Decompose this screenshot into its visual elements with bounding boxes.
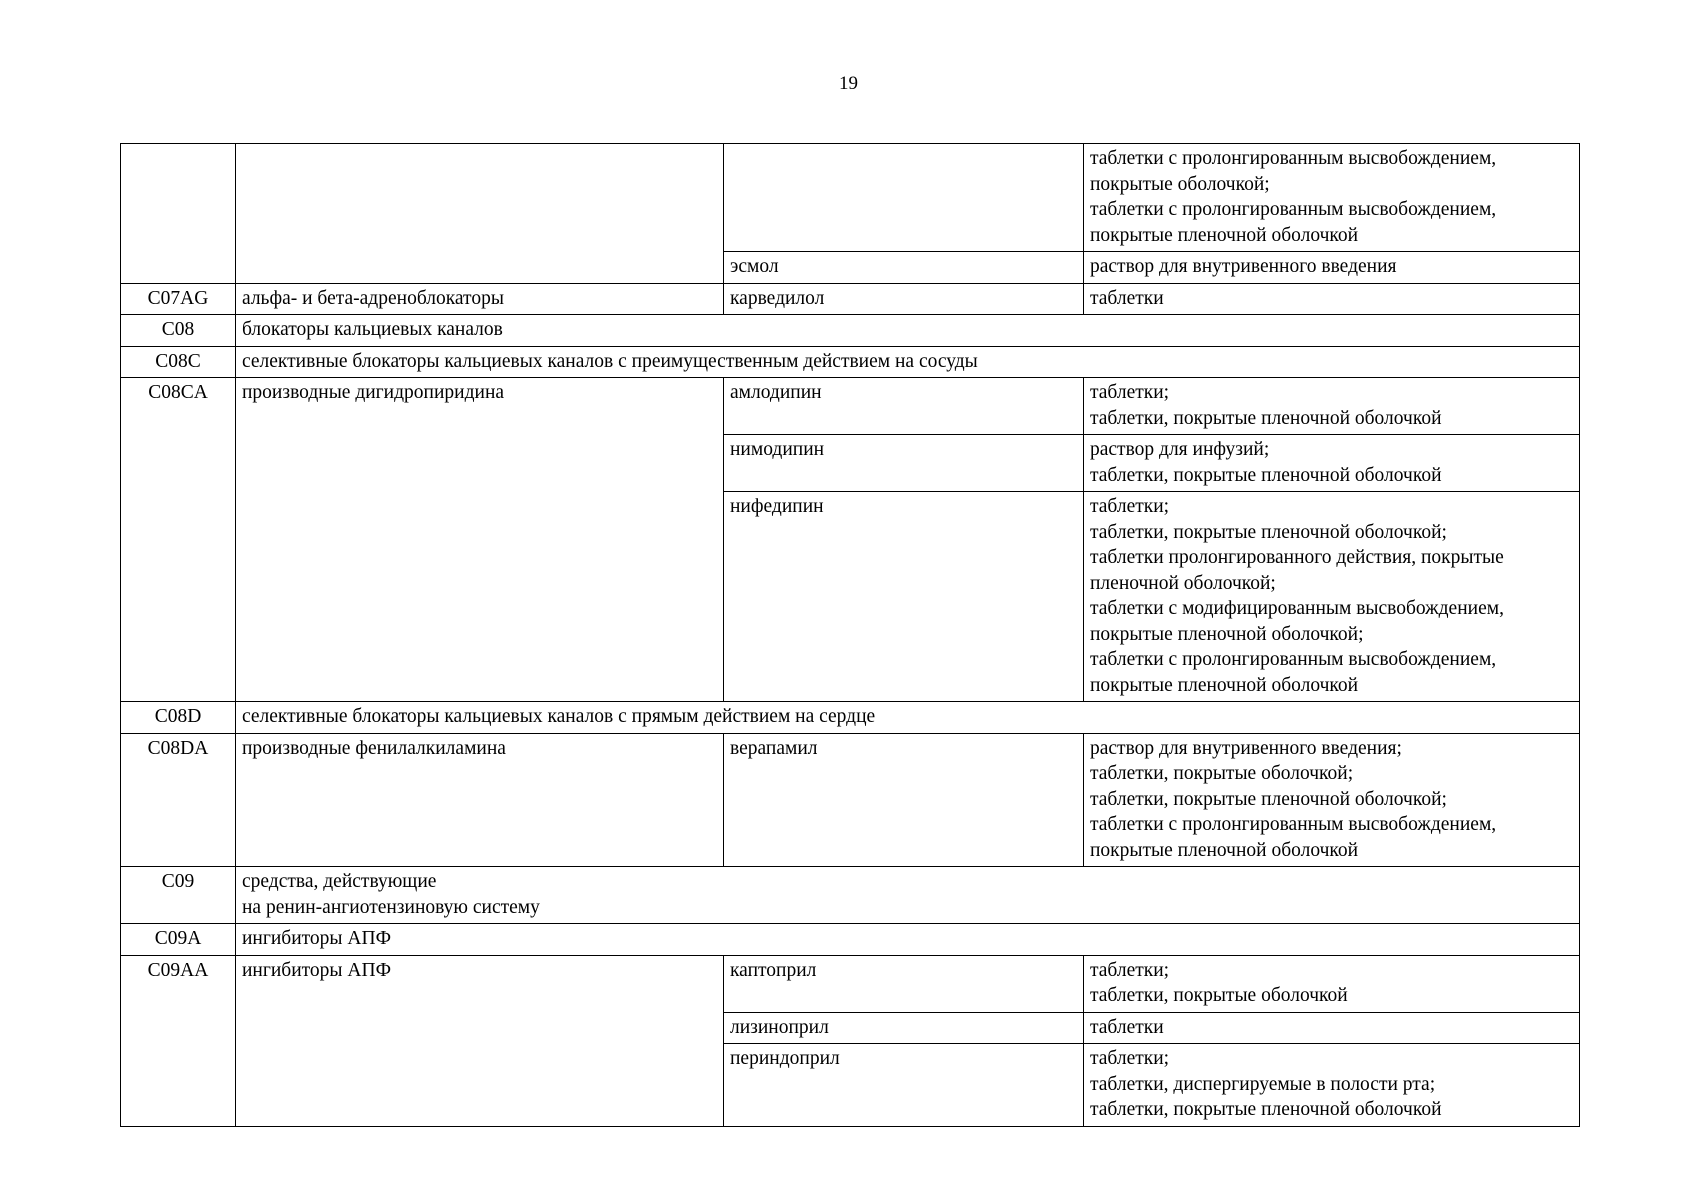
dosage-form-line: таблетки, покрытые пленочной оболочкой;: [1090, 788, 1447, 810]
dosage-form-line: таблетки, диспергируемые в полости рта;: [1090, 1073, 1436, 1095]
dosage-form-line: таблетки, покрытые оболочкой;: [1090, 763, 1354, 784]
group-cell: альфа- и бета-адреноблокаторы: [236, 283, 724, 315]
dosage-form-cell: таблетки: [1084, 283, 1580, 315]
group-line: на ренин-ангиотензиновую систему: [242, 896, 540, 918]
drug-cell: амлодипин: [724, 378, 1084, 435]
atc-code-cell: C09A: [121, 924, 236, 956]
atc-code-cell: C09: [121, 867, 236, 924]
drug-cell: эсмол: [724, 252, 1084, 284]
drug-cell: нимодипин: [724, 435, 1084, 492]
dosage-form-cell: раствор для внутривенного введения: [1084, 252, 1580, 284]
table-row: [121, 144, 1580, 252]
dosage-form-line: таблетки, покрытые пленочной оболочкой: [1090, 407, 1442, 429]
drug-cell: верапамил: [724, 733, 1084, 867]
atc-code-cell: C09AA: [121, 955, 236, 1126]
table-row: [121, 315, 1580, 347]
dosage-form-line: таблетки;: [1090, 382, 1170, 403]
group-cell: производные фенилалкиламина: [236, 733, 724, 867]
group-cell: ингибиторы АПФ: [236, 955, 724, 1126]
group-line: средства, действующие: [242, 871, 437, 892]
table-row: [121, 346, 1580, 378]
group-cell: производные дигидропиридина: [236, 378, 724, 702]
dosage-form-line: таблетки с пролонгированным высвобождением,: [1090, 649, 1497, 670]
drug-cell: нифедипин: [724, 492, 1084, 702]
group-cell: селективные блокаторы кальциевых каналов с прямым действием на сердце: [236, 702, 1580, 734]
dosage-form-line: покрытые пленочной оболочкой: [1090, 674, 1359, 696]
drug-cell: лизиноприл: [724, 1012, 1084, 1044]
table-row: [121, 283, 1580, 315]
dosage-form-line: таблетки пролонгированного действия, покрытые: [1090, 547, 1504, 568]
dosage-form-line: таблетки, покрытые пленочной оболочкой: [1090, 1099, 1442, 1120]
dosage-form-cell: [1084, 435, 1580, 492]
table-row: [121, 867, 1580, 924]
drug-cell: периндоприл: [724, 1044, 1084, 1127]
dosage-form-cell: [1084, 955, 1580, 1012]
dosage-form-line: пленочной оболочкой;: [1090, 572, 1276, 594]
dosage-form-line: таблетки с пролонгированным высвобождением,: [1090, 148, 1497, 169]
dosage-form-line: таблетки с пролонгированным высвобождением,: [1090, 814, 1497, 835]
group-cell: блокаторы кальциевых каналов: [236, 315, 1580, 347]
dosage-form-line: таблетки, покрытые пленочной оболочкой;: [1090, 521, 1447, 543]
atc-code-cell: C08D: [121, 702, 236, 734]
dosage-form-cell: [1084, 378, 1580, 435]
dosage-form-line: покрытые пленочной оболочкой;: [1090, 623, 1364, 645]
dosage-form-cell: таблетки: [1084, 1012, 1580, 1044]
atc-code-cell: C07AG: [121, 283, 236, 315]
dosage-form-line: таблетки, покрытые оболочкой: [1090, 985, 1348, 1006]
atc-code-cell: C08C: [121, 346, 236, 378]
page-number: 19: [839, 73, 858, 94]
dosage-form-line: раствор для внутривенного введения;: [1090, 737, 1402, 759]
dosage-form-line: таблетки с модифицированным высвобождением,: [1090, 598, 1504, 619]
atc-code-cell: C08DA: [121, 733, 236, 867]
table-row: [121, 955, 1580, 1012]
dosage-form-cell: [1084, 733, 1580, 867]
table-row: [121, 733, 1580, 867]
dosage-form-line: таблетки;: [1090, 959, 1170, 981]
dosage-form-cell: [1084, 144, 1580, 252]
table-row: [121, 924, 1580, 956]
dosage-form-cell: [1084, 1044, 1580, 1127]
table-row: [121, 702, 1580, 734]
group-cell: [236, 867, 1580, 924]
dosage-form-line: покрытые пленочной оболочкой: [1090, 224, 1359, 246]
dosage-form-line: таблетки с пролонгированным высвобождением,: [1090, 199, 1497, 220]
dosage-form-line: покрытые оболочкой;: [1090, 173, 1270, 195]
atc-drug-table: [120, 143, 1580, 1127]
dosage-form-line: таблетки;: [1090, 496, 1170, 517]
atc-code-cell: C08: [121, 315, 236, 347]
dosage-form-line: таблетки, покрытые пленочной оболочкой: [1090, 464, 1442, 486]
drug-cell: карведилол: [724, 283, 1084, 315]
dosage-form-line: покрытые пленочной оболочкой: [1090, 839, 1359, 861]
table-row: [121, 378, 1580, 435]
group-cell: [236, 144, 724, 284]
dosage-form-line: таблетки;: [1090, 1048, 1170, 1069]
atc-code-cell: C08CA: [121, 378, 236, 702]
dosage-form-line: раствор для инфузий;: [1090, 439, 1270, 460]
atc-code-cell: [121, 144, 236, 284]
group-cell: селективные блокаторы кальциевых каналов с преимущественным действием на сосуды: [236, 346, 1580, 378]
group-cell: ингибиторы АПФ: [236, 924, 1580, 956]
drug-cell: [724, 144, 1084, 252]
dosage-form-cell: [1084, 492, 1580, 702]
drug-cell: каптоприл: [724, 955, 1084, 1012]
